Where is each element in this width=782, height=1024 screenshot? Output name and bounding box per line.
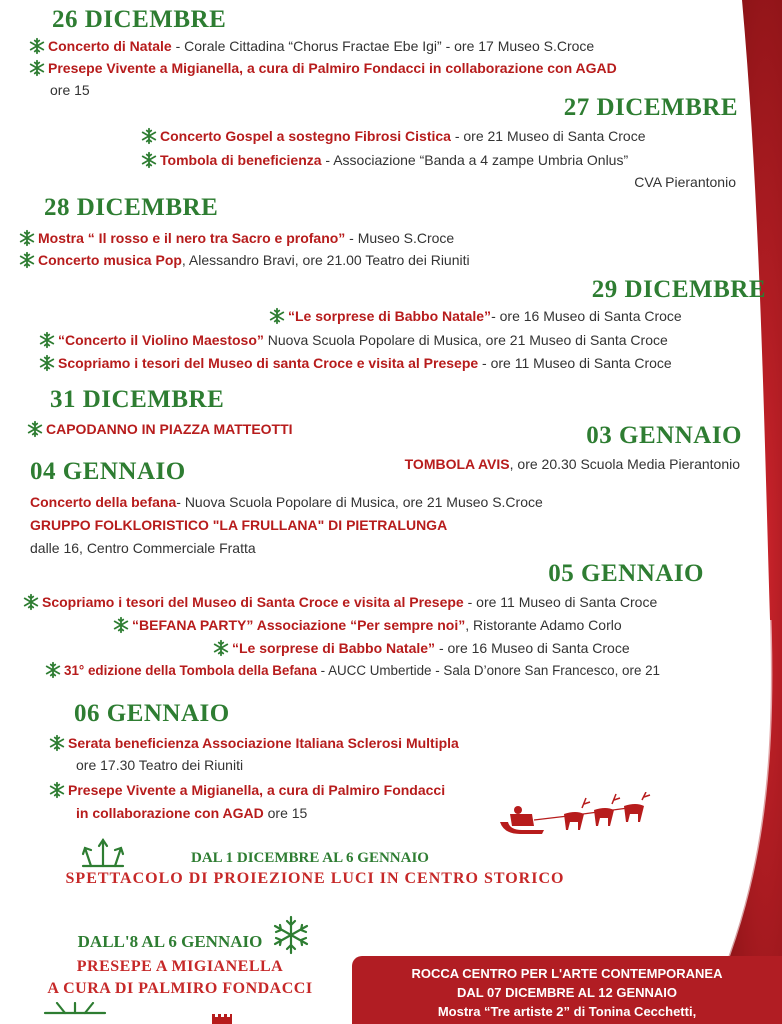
rocca-dates: DAL 07 DICEMBRE AL 12 GENNAIO — [456, 985, 678, 1000]
event-27-concerto-gospel: Concerto Gospel a sostegno Fibrosi Cistica - ore 21 Museo di Santa Croce — [140, 126, 646, 146]
day-heading-29-dicembre: 29 DICEMBRE — [591, 276, 766, 303]
snowflake-icon — [18, 251, 36, 269]
snowflake-icon — [268, 307, 286, 325]
event-29-violino: “Concerto il Violino Maestoso” Nuova Scuola Popolare di Musica, ore 21 Museo di Santa Croce — [38, 330, 668, 350]
day-heading-06-gennaio: 06 GENNAIO — [74, 700, 230, 727]
day-heading-31-dicembre: 31 DICEMBRE — [50, 386, 225, 413]
rocca-title: ROCCA CENTRO PER L'ARTE CONTEMPORANEA — [411, 966, 723, 981]
snowflake-icon — [48, 734, 66, 752]
snowflake-icon — [140, 151, 158, 169]
rocca-info-box — [352, 956, 782, 1024]
snowflake-icon — [38, 331, 56, 349]
event-04-concerto-befana: Concerto della befana- Nuova Scuola Popolare di Musica, ore 21 Museo S.Croce — [30, 494, 543, 510]
snowflake-icon — [140, 127, 158, 145]
snowflake-icon — [40, 1002, 110, 1024]
snowflake-icon — [38, 354, 56, 372]
lights-title: SPETTACOLO DI PROIEZIONE LUCI IN CENTRO STORICO — [65, 870, 565, 887]
rocca-mostra: Mostra “Tre artiste 2” di Tonina Cecchetti, — [437, 1004, 697, 1019]
event-05-tesori-museo: Scopriamo i tesori del Museo di Santa Croce e visita al Presepe - ore 11 Museo di Santa Croce — [22, 592, 657, 612]
event-29-sorpreselabbo: “Le sorprese di Babbo Natale”- ore 16 Museo di Santa Croce — [268, 306, 682, 326]
migianella-line1: PRESEPE A MIGIANELLA — [76, 958, 284, 975]
migianella-line2: A CURA DI PALMIRO FONDACCI — [47, 980, 313, 997]
day-heading-26-dicembre: 26 DICEMBRE — [52, 6, 227, 33]
snowflake-icon — [212, 639, 230, 657]
lights-date-range: DAL 1 DICEMBRE AL 6 GENNAIO — [191, 850, 429, 866]
day-heading-03-gennaio: 03 GENNAIO — [586, 422, 742, 449]
day-heading-04-gennaio: 04 GENNAIO — [30, 458, 186, 485]
castle-icon — [210, 1010, 234, 1024]
day-heading-05-gennaio: 05 GENNAIO — [548, 560, 704, 587]
event-06-serata-sclerosi: Serata beneficienza Associazione Italiana Sclerosi Multipla — [48, 733, 459, 753]
event-03-tombola-avis: TOMBOLA AVIS, ore 20.30 Scuola Media Pierantonio — [404, 456, 740, 472]
snowflake-icon — [28, 59, 46, 77]
event-04-frullana-details: dalle 16, Centro Commerciale Fratta — [30, 540, 256, 556]
event-26-concerto-natale: Concerto di Natale - Corale Cittadina “Chorus Fractae Ebe Igi” - ore 17 Museo S.Croce — [28, 36, 594, 56]
day-heading-27-dicembre: 27 DICEMBRE — [563, 94, 738, 121]
event-06-serata-details: ore 17.30 Teatro dei Riuniti — [76, 757, 244, 773]
event-28-mostra: Mostra “ Il rosso e il nero tra Sacro e profano” - Museo S.Croce — [18, 228, 454, 248]
snowflake-icon — [48, 781, 66, 799]
day-heading-28-dicembre: 28 DICEMBRE — [44, 194, 219, 221]
snowflake-icon — [112, 616, 130, 634]
snowflake-icon — [44, 661, 62, 679]
migianella-date-range: DALL'8 AL 6 GENNAIO — [77, 932, 263, 951]
snowflake-icon — [28, 37, 46, 55]
event-06-presepe-collab: in collaborazione con AGAD ore 15 — [76, 805, 308, 821]
event-05-tombola-befana: 31° edizione della Tombola della Befana - AUCC Umbertide - Sala D’onore San Francesco, ore 21 — [44, 661, 660, 681]
event-28-concerto-pop: Concerto musica Pop, Alessandro Bravi, ore 21.00 Teatro dei Riuniti — [18, 250, 470, 270]
event-05-befana-party: “BEFANA PARTY” Associazione “Per sempre noi”, Ristorante Adamo Corlo — [112, 615, 622, 635]
event-29-tesori-museo: Scopriamo i tesori del Museo di santa Croce e visita al Presepe - ore 11 Museo di Santa Croce — [38, 353, 672, 373]
event-26-presepe-time: ore 15 — [50, 82, 90, 98]
snowflake-icon — [22, 593, 40, 611]
event-04-frullana: GRUPPO FOLKLORISTICO "LA FRULLANA" DI PIETRALUNGA — [30, 517, 448, 533]
snowflake-icon — [26, 420, 44, 438]
event-27-tombola-location: CVA Pierantonio — [634, 174, 736, 190]
event-27-tombola: Tombola di beneficienza - Associazione “Banda a 4 zampe Umbria Onlus” — [140, 150, 628, 170]
event-31-capodanno: CAPODANNO IN PIAZZA MATTEOTTI — [26, 419, 293, 439]
snowflake-icon — [18, 229, 36, 247]
event-05-sorprese-babbo: “Le sorprese di Babbo Natale” - ore 16 Museo di Santa Croce — [212, 638, 630, 658]
snowflake-icon — [270, 914, 312, 956]
event-06-presepe-vivente: Presepe Vivente a Migianella, a cura di Palmiro Fondacci — [48, 780, 445, 800]
event-26-presepe-vivente: Presepe Vivente a Migianella, a cura di Palmiro Fondacci in collaborazione con AGAD — [28, 58, 617, 78]
reindeer-sleigh-icon — [498, 792, 664, 842]
